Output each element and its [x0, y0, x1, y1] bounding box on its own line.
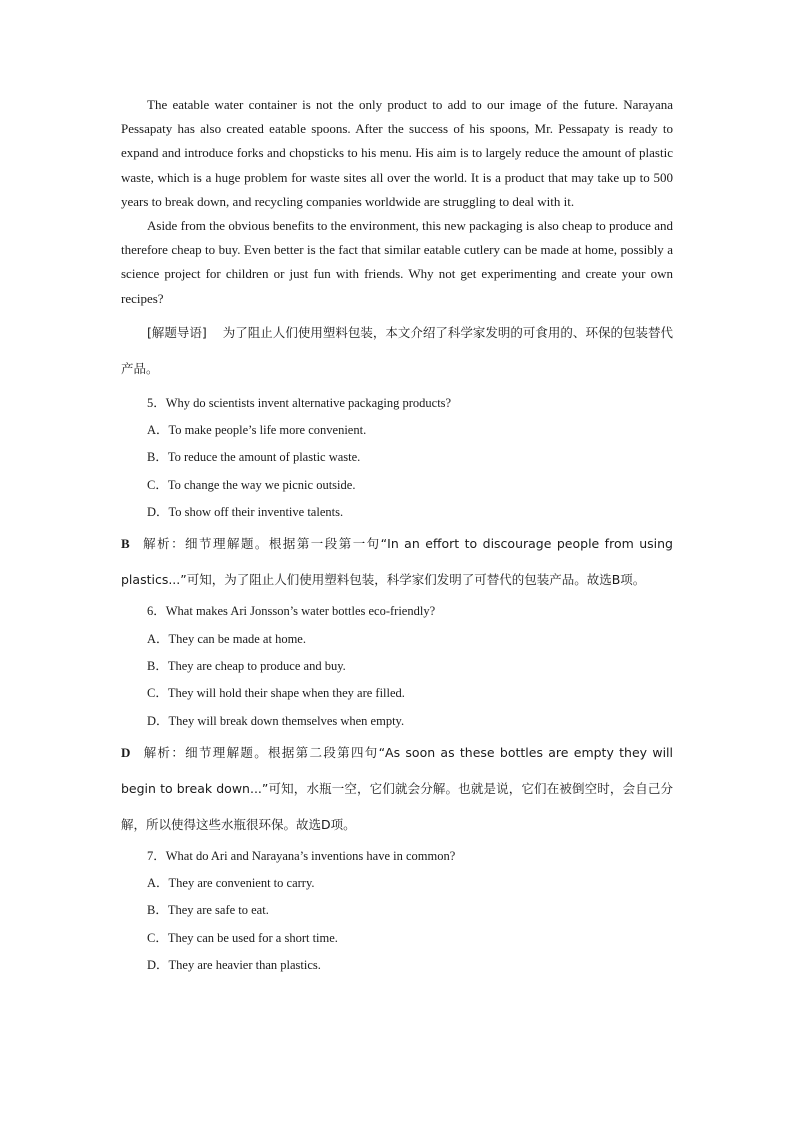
option-a: A．They can be made at home.: [147, 631, 306, 646]
guide-text: 为了阻止人们使用塑料包装，本文介绍了科学家发明的可食用的、环保的包装替代产品。: [121, 324, 673, 376]
option-b: B．To reduce the amount of plastic waste.: [147, 450, 361, 465]
option-c: C．To change the way we picnic outside.: [147, 477, 356, 492]
answer-letter: D: [121, 744, 131, 760]
question-5: [121, 390, 673, 526]
explanation-5: [121, 526, 673, 598]
guide-paragraph: [121, 315, 673, 387]
option-c: C．They can be used for a short time.: [147, 930, 338, 945]
option-b: B．They are cheap to produce and buy.: [147, 658, 346, 673]
option-list: [121, 870, 673, 979]
option-d: D．They will break down themselves when empty.: [147, 713, 405, 728]
option-d: D．To show off their inventive talents.: [147, 505, 344, 520]
question-stem: 7．What do Ari and Narayana’s inventions have in common?: [147, 848, 456, 863]
question-7: [121, 843, 673, 979]
option-b: B．They are safe to eat.: [147, 903, 269, 918]
guide-label: [解题导语]: [147, 324, 207, 340]
passage-paragraph-1: The eatable water container is not the only product to add to our image of the future. Narayana Pessapaty has also created eatable spoons. After the success of his spoons, Mr. Pessapaty is ready to expand and introduce forks and chopsticks to his menu. His aim is to largely reduce the amount of plastic waste, which is a huge problem for waste sites all over the world. It is a product that may take up to 500 years to break down, and recycling companies worldwide are struggling to deal with it.: [121, 97, 673, 209]
answer-letter: B: [121, 536, 130, 552]
question-stem: 5．Why do scientists invent alternative packaging products?: [147, 395, 452, 410]
explanation-text: 解析：细节理解题。根据第二段第四句“As soon as these bottles are empty they will begin to break down...”可知，水瓶一空，它们就会分解。也就是说，它们在被倒空时，会自己分解，所以使得这些水瓶很环保。故选D项。: [121, 744, 673, 832]
explanation-text: 解析：细节理解题。根据第一段第一句“In an effort to discourage people from using plastics...”可知，为了阻止人们使用塑料包装，科学家们发明了可替代的包装产品。故选B项。: [121, 536, 673, 588]
option-a: A．They are convenient to carry.: [147, 876, 315, 891]
option-list: [121, 626, 673, 735]
option-a: A．To make people’s life more convenient.: [147, 423, 367, 438]
option-c: C．They will hold their shape when they are filled.: [147, 686, 405, 701]
question-6: [121, 598, 673, 734]
option-d: D．They are heavier than plastics.: [147, 957, 321, 972]
question-stem: 6．What makes Ari Jonsson’s water bottles eco-friendly?: [147, 604, 436, 619]
passage-paragraph-2: Aside from the obvious benefits to the environment, this new packaging is also cheap to produce and therefore cheap to buy. Even better is the fact that similar eatable cutlery can be made at home, possibly a science project for children or just fun with friends. Why not get experimenting and create your own recipes?: [121, 218, 673, 306]
option-list: [121, 417, 673, 526]
explanation-6: [121, 735, 673, 843]
